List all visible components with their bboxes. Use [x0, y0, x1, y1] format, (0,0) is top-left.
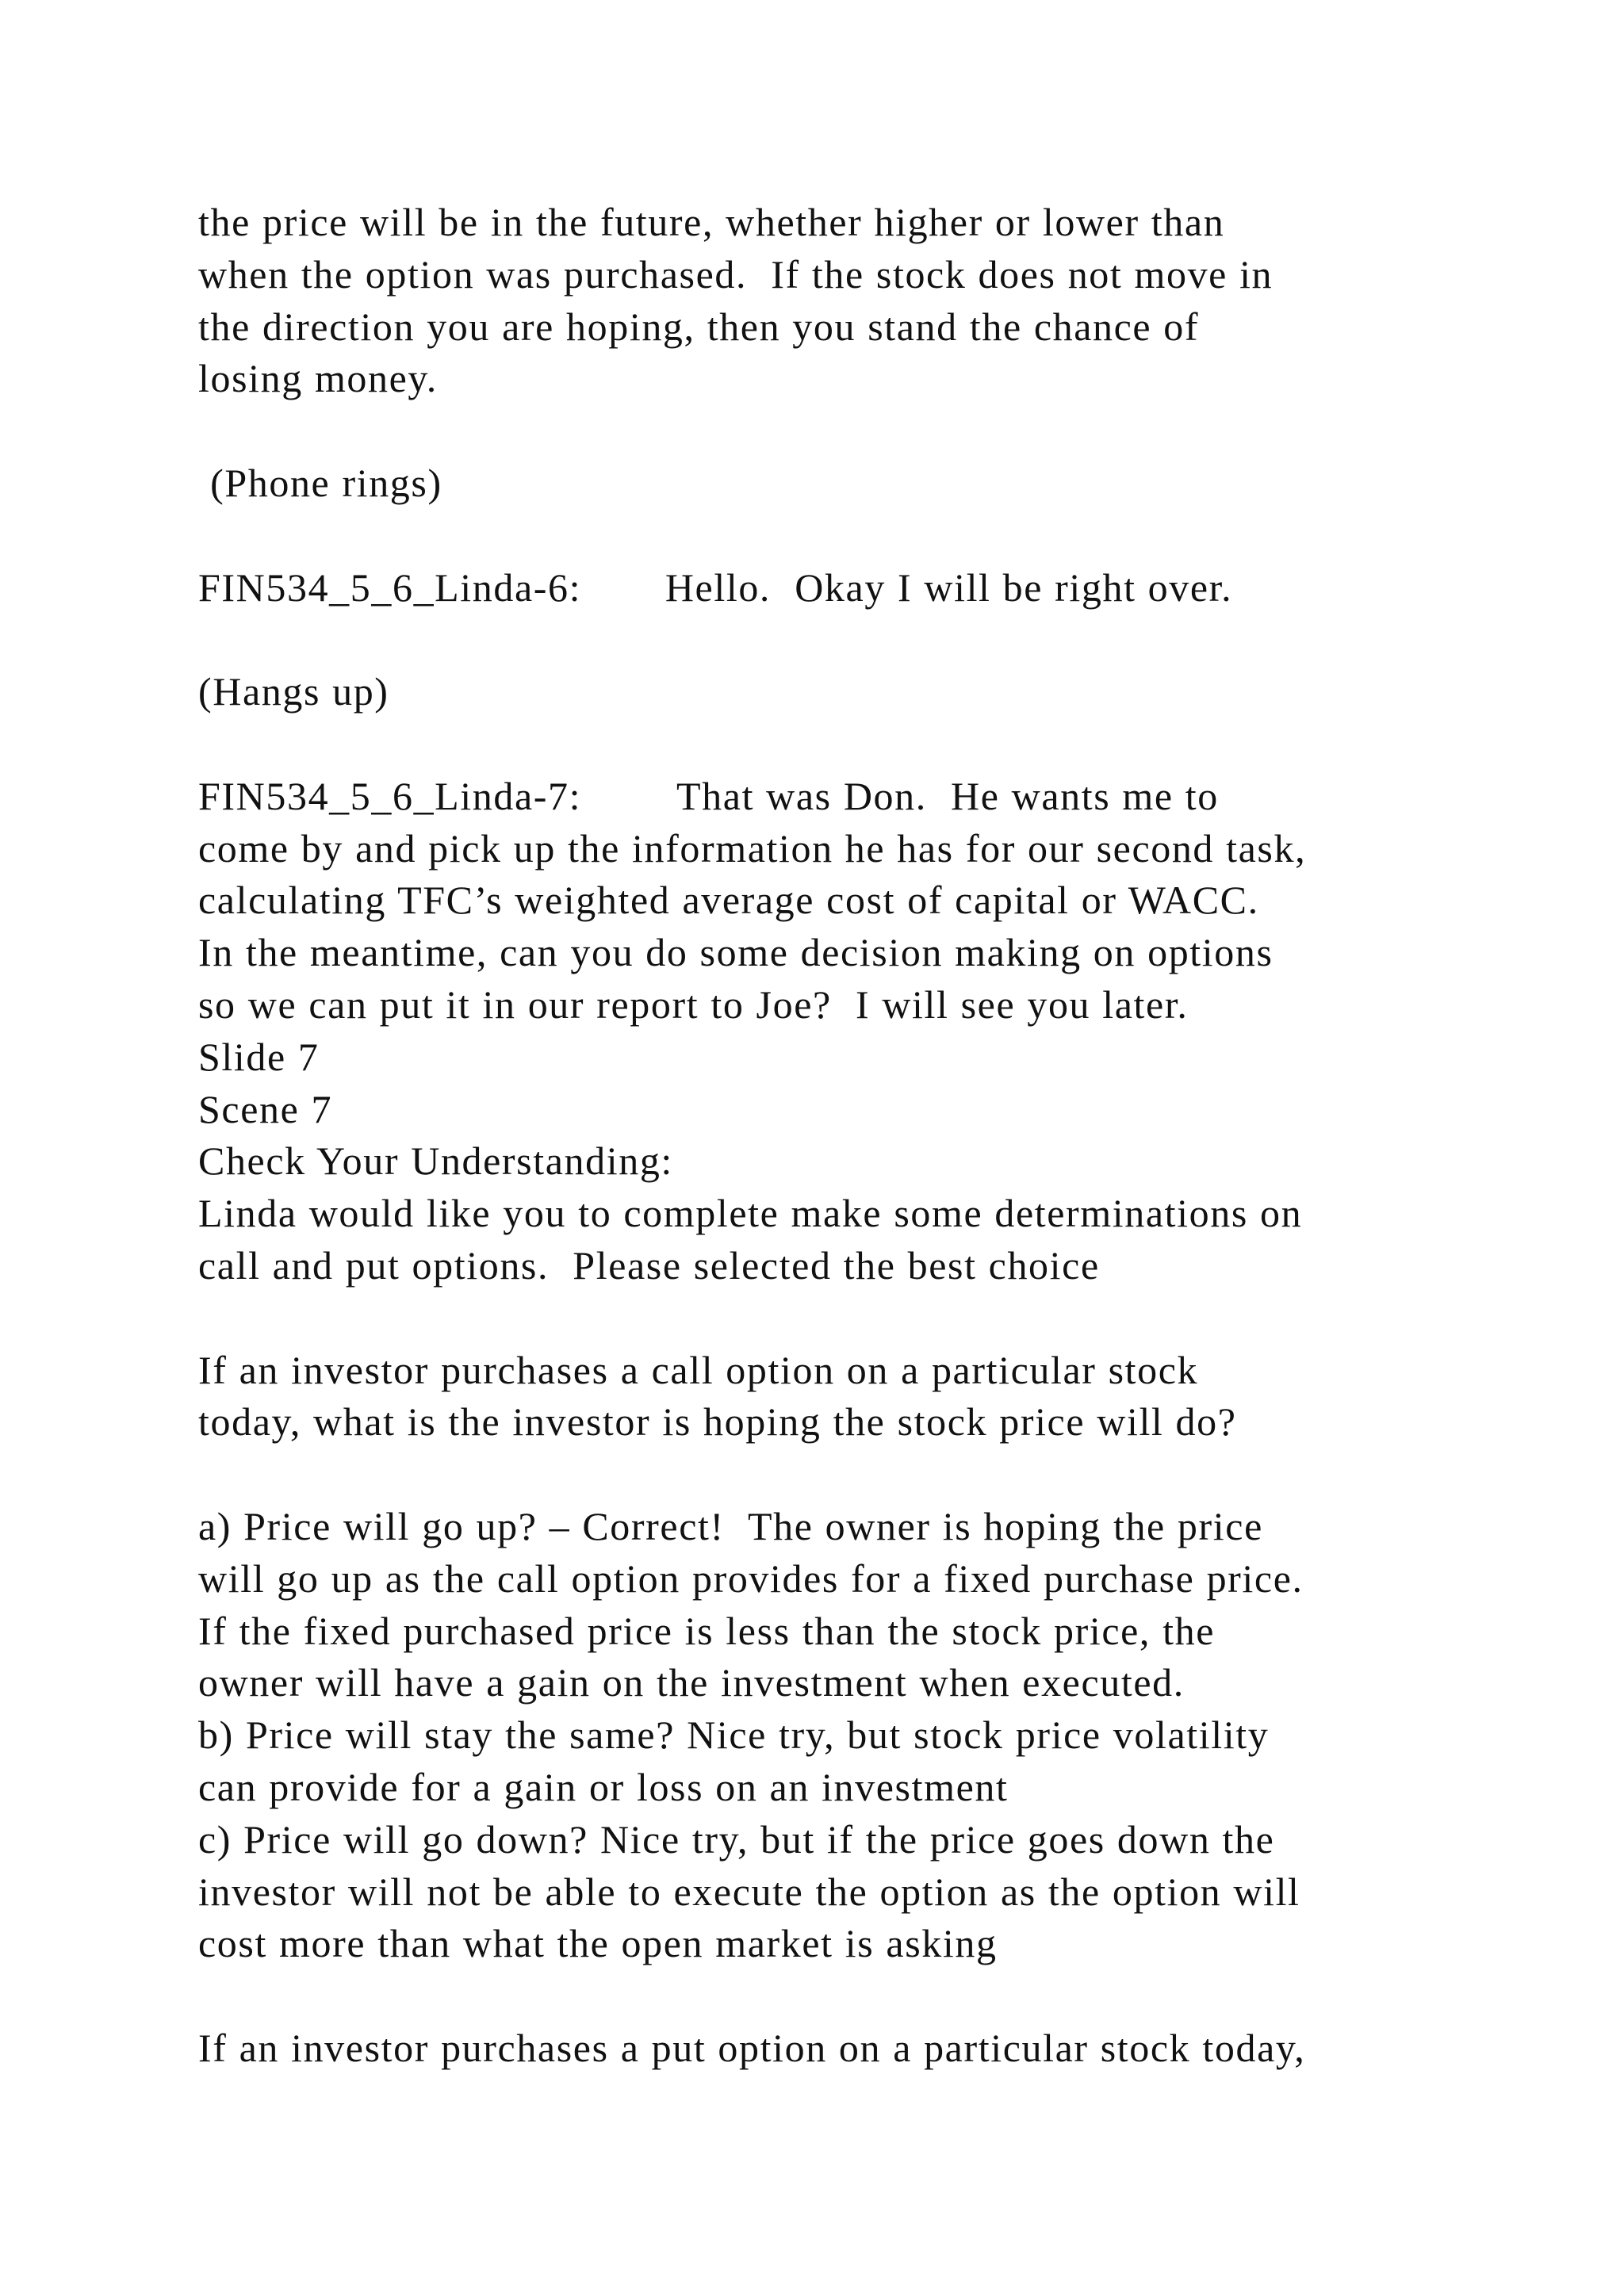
text-line: losing money. — [198, 356, 438, 401]
text-line: a) Price will go up? – Correct! The owner is hoping the price — [198, 1503, 1263, 1548]
blank-line — [198, 1292, 1507, 1345]
text-line: If an investor purchases a call option on a particular stock — [198, 1347, 1199, 1392]
text-line: FIN534_5_6_Linda-6: Hello. Okay I will be right over. — [198, 564, 1233, 610]
text-line: (Hangs up) — [198, 669, 389, 714]
text-line: investor will not be able to execute the option as the option will — [198, 1869, 1300, 1914]
text-line: Scene 7 — [198, 1086, 333, 1131]
text-line: b) Price will stay the same? Nice try, but stock price volatility — [198, 1712, 1270, 1758]
text-line: Linda would like you to complete make some determinations on — [198, 1191, 1303, 1236]
text-line: (Phone rings) — [198, 460, 442, 505]
text-line: when the option was purchased. If the stock does not move in — [198, 251, 1274, 297]
blank-line — [198, 718, 1507, 771]
text-line: owner will have a gain on the investment when executed. — [198, 1660, 1185, 1705]
text-line: so we can put it in our report to Joe? I will see you later. — [198, 982, 1189, 1027]
document-body — [198, 197, 1507, 2075]
text-line: the direction you are hoping, then you stand the chance of — [198, 304, 1200, 349]
text-line: In the meantime, can you do some decision making on options — [198, 930, 1274, 975]
text-line: the price will be in the future, whether higher or lower than — [198, 200, 1225, 244]
text-line: call and put options. Please selected the best choice — [198, 1242, 1100, 1288]
text-line: will go up as the call option provides for a fixed purchase price. — [198, 1556, 1304, 1601]
text-line: today, what is the investor is hoping the stock price will do? — [198, 1399, 1237, 1445]
text-line: If an investor purchases a put option on a particular stock today, — [198, 2025, 1306, 2070]
blank-line — [198, 614, 1507, 666]
blank-line — [198, 405, 1507, 457]
blank-line — [198, 1448, 1507, 1501]
text-line: Slide 7 — [198, 1034, 320, 1079]
text-line: come by and pick up the information he has for our second task, — [198, 825, 1307, 871]
blank-line — [198, 1970, 1507, 2022]
text-line: calculating TFC’s weighted average cost of capital or WACC. — [198, 878, 1259, 923]
text-line: Check Your Understanding: — [198, 1138, 673, 1184]
text-line: can provide for a gain or loss on an investment — [198, 1764, 1009, 1809]
blank-line — [198, 510, 1507, 562]
text-line: FIN534_5_6_Linda-7: That was Don. He wants me to — [198, 773, 1219, 818]
text-line: c) Price will go down? Nice try, but if the price goes down the — [198, 1816, 1275, 1862]
text-line: If the fixed purchased price is less than the stock price, the — [198, 1608, 1216, 1653]
text-line: cost more than what the open market is asking — [198, 1921, 998, 1966]
